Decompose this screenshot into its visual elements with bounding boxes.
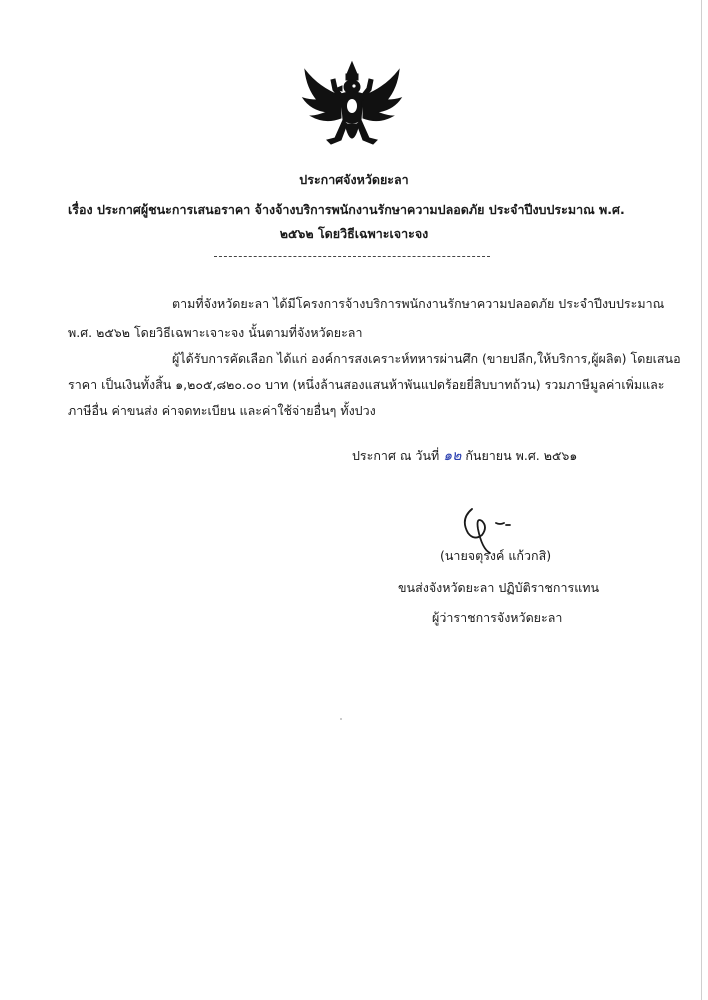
handwritten-day: ๑๒ — [443, 448, 462, 464]
subject-line-2: ๒๕๖๒ โดยวิธีเฉพาะเจาะจง — [279, 226, 429, 241]
garuda-emblem — [297, 60, 407, 160]
separator-dashed-line — [214, 256, 490, 257]
announcement-title: ประกาศจังหวัดยะลา — [299, 172, 409, 187]
announcement-date — [352, 448, 577, 464]
page-edge — [701, 0, 702, 1000]
signer-on-behalf: ผู้ว่าราชการจังหวัดยะลา — [432, 610, 563, 625]
paragraph-2-line-1: ผู้ได้รับการคัดเลือก ได้แก่ องค์การสงเคราะห์ทหารผ่านศึก (ขายปลีก,ให้บริการ,ผู้ผลิต) โดยเสนอ — [172, 351, 681, 366]
paragraph-1-line-1: ตามที่จังหวัดยะลา ได้มีโครงการจ้างบริการพนักงานรักษาความปลอดภัย ประจำปีงบประมาณ — [172, 296, 665, 311]
paragraph-2-line-2: ราคา เป็นเงินทั้งสิ้น ๑,๒๐๕,๘๒๐.๐๐ บาท (หนึ่งล้านสองแสนห้าพันแปดร้อยยี่สิบบาทถ้วน) รวมภาษีมูลค่าเพิ่มและ — [68, 377, 665, 392]
date-prefix: ประกาศ ณ วันที่ — [352, 448, 440, 463]
paragraph-1-line-2: พ.ศ. ๒๕๖๒ โดยวิธีเฉพาะเจาะจง นั้นตามที่จังหวัดยะลา — [68, 325, 363, 340]
paragraph-2-line-3: ภาษีอื่น ค่าขนส่ง ค่าจดทะเบียน และค่าใช้จ่ายอื่นๆ ทั้งปวง — [68, 403, 376, 418]
signer-name: (นายจตุรงค์ แก้วกสิ) — [440, 548, 552, 563]
signer-position: ขนส่งจังหวัดยะลา ปฏิบัติราชการแทน — [398, 580, 600, 595]
subject-line-1: เรื่อง ประกาศผู้ชนะการเสนอราคา จ้างจ้างบริการพนักงานรักษาความปลอดภัย ประจำปีงบประมาณ พ.ศ. — [68, 202, 625, 217]
date-suffix: กันยายน พ.ศ. ๒๕๖๑ — [465, 448, 578, 463]
scan-speck — [340, 718, 342, 720]
